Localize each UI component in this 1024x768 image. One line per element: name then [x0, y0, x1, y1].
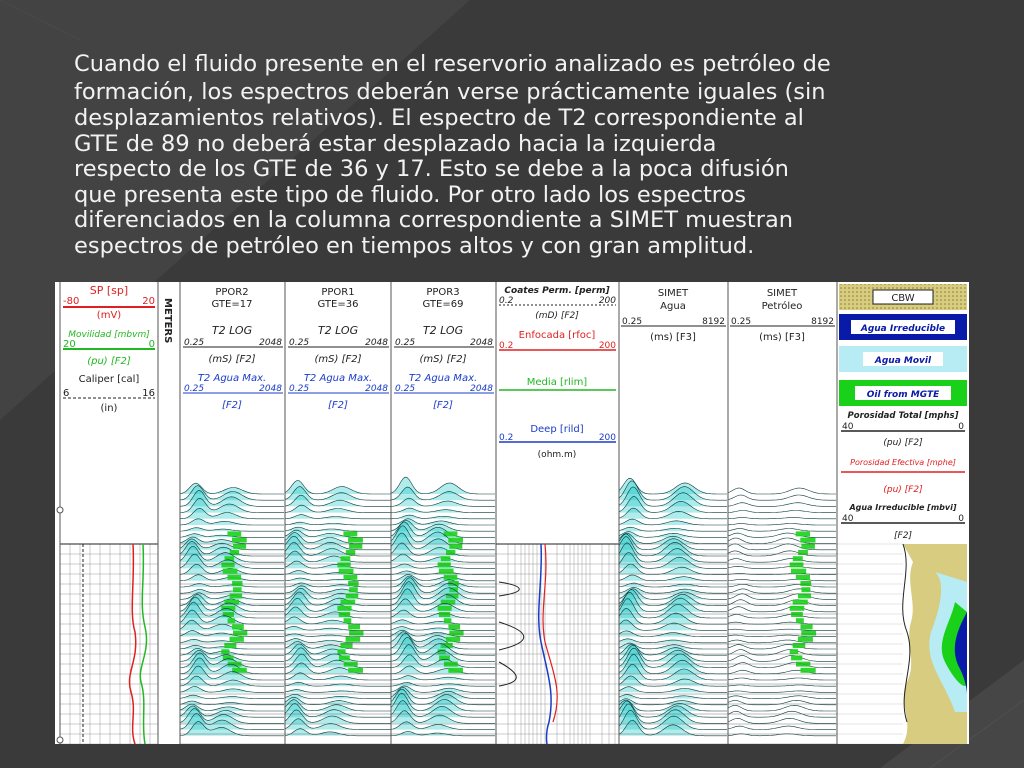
simet-min: 0.25 [731, 317, 752, 327]
caliper-min: 6 [63, 388, 70, 399]
airr-max: 0 [958, 514, 964, 524]
oil-label: Oil from MGTE [866, 390, 940, 400]
ppor-agua-max: 2048 [365, 384, 388, 394]
caliper-unit: (in) [100, 403, 118, 414]
simet-fluid: Petróleo [761, 301, 803, 312]
simet-header-petroleo [730, 288, 835, 343]
agua-movil-label: Agua Movil [874, 356, 932, 366]
track-borders [60, 282, 837, 744]
ppor-agua-max: 2048 [470, 384, 493, 394]
ptotal-min: 40 [842, 422, 854, 432]
mov-unit: (pu) [F2] [87, 356, 131, 367]
ppor-header-3 [394, 287, 494, 411]
paragraph-main [74, 78, 974, 259]
ptotal-label: Porosidad Total [mphs] [847, 411, 959, 421]
ppor-max: 2048 [470, 338, 493, 348]
sp-min: -80 [63, 296, 80, 307]
rild-max: 200 [598, 433, 616, 443]
resistivity-header [499, 286, 616, 460]
simet-unit: (ms) [F3] [759, 332, 805, 343]
ppor-min: 0.25 [184, 338, 205, 348]
rfoc-min: 0.2 [499, 341, 514, 351]
ppor-name: PPOR2 [215, 287, 249, 298]
paragraph-line-7: diferenciados en la columna correspondiente a SIMET muestran [74, 207, 794, 233]
perm-label: Coates Perm. [perm] [504, 286, 610, 296]
paragraph-line-1: Cuando el fluido presente en el reservorio analizado es petróleo de [74, 51, 831, 77]
ppor-headers [183, 287, 494, 411]
caliper-label: Caliper [cal] [78, 374, 140, 385]
ppor-gte: GTE=36 [317, 299, 359, 310]
ppor-gte: GTE=69 [422, 299, 464, 310]
caliper-max: 16 [142, 388, 155, 399]
paragraph-line-6: que presenta este tipo de fluido. Por otro lado los espectros [74, 181, 747, 208]
ppor-unit: (mS) [F2] [208, 354, 256, 365]
rild-unit: (ohm.m) [537, 450, 577, 460]
airr-min: 40 [842, 514, 854, 524]
simet-unit: (ms) [F3] [650, 332, 696, 343]
ppor-header-1 [183, 287, 283, 411]
slide-body-text [74, 50, 974, 259]
perm-min: 0.2 [499, 296, 514, 306]
perm-unit: (mD) [F2] [535, 311, 579, 321]
cbw-label: CBW [891, 293, 915, 304]
ppor-header-2 [288, 287, 389, 411]
well-log-figure [55, 282, 969, 744]
ppor-max: 2048 [259, 338, 282, 348]
mov-min: 20 [63, 339, 76, 350]
pefec-unit: (pu) [F2] [883, 485, 923, 495]
rfoc-label: Enfocada [rfoc] [518, 330, 596, 341]
simet-max: 8192 [702, 317, 725, 327]
sp-max: 20 [142, 296, 155, 307]
ppor-t2agua: T2 Agua Max. [408, 373, 478, 384]
simet-min: 0.25 [622, 317, 643, 327]
paragraph-line-4: GTE de 89 no deberá estar desplazado hacia la izquierda [74, 130, 717, 157]
airr-label: Agua Irreducible [mbvi] [849, 503, 957, 512]
ptotal-unit: (pu) [F2] [883, 438, 923, 448]
sp-unit: (mV) [96, 310, 122, 321]
perm-max: 200 [598, 296, 616, 306]
mov-label: Movilidad [mbvm] [68, 330, 150, 340]
track1-header [63, 284, 155, 414]
mov-max: 0 [148, 339, 155, 350]
paragraph-line-2: formación, los espectros deberán verse prácticamente iguales (sin [74, 79, 826, 105]
ptotal-max: 0 [958, 422, 964, 432]
simet-max: 8192 [811, 317, 834, 327]
ppor-min: 0.25 [289, 338, 310, 348]
ppor-t2agua: T2 Agua Max. [197, 373, 267, 384]
airr-unit: [F2] [894, 531, 912, 541]
rild-label: Deep [rild] [530, 424, 584, 435]
ppor-t2log: T2 LOG [422, 324, 464, 337]
ppor-gte: GTE=17 [211, 299, 253, 310]
rild-min: 0.2 [499, 433, 514, 443]
ppor-agua-min: 0.25 [184, 384, 205, 394]
ppor-min: 0.25 [395, 338, 416, 348]
ppor-t2log: T2 LOG [317, 324, 359, 337]
ppor-max: 2048 [365, 338, 388, 348]
ppor-unit: (mS) [F2] [314, 354, 362, 365]
well-log-image [55, 282, 969, 744]
ppor-name: PPOR1 [321, 287, 355, 298]
ppor-f2: [F2] [328, 400, 348, 411]
pefec-label: Porosidad Efectiva [mphe] [850, 458, 956, 467]
ppor-f2: [F2] [433, 400, 453, 411]
ppor-agua-min: 0.25 [289, 384, 310, 394]
porosity-legend [839, 284, 967, 744]
ppor-unit: (mS) [F2] [419, 354, 467, 365]
simet-header-agua [621, 288, 726, 343]
ppor-f2: [F2] [222, 400, 242, 411]
simet-name: SIMET [657, 288, 689, 299]
ppor-t2agua: T2 Agua Max. [303, 373, 373, 384]
rlim-label: Media [rlim] [526, 377, 588, 388]
simet-name: SIMET [766, 288, 798, 299]
ppor-agua-max: 2048 [259, 384, 282, 394]
paragraph-line-3: desplazamientos relativos). El espectro de T2 correspondiente al [74, 105, 804, 131]
paragraph-line-8: espectros de petróleo en tiempos altos y con gran amplitud. [74, 232, 755, 259]
ppor-t2log: T2 LOG [211, 324, 253, 337]
sp-label: SP [sp] [89, 284, 129, 297]
rfoc-max: 200 [598, 341, 616, 351]
simet-fluid: Agua [660, 301, 686, 312]
depth-label: METERS [162, 298, 173, 344]
ppor-name: PPOR3 [426, 287, 460, 298]
ppor-agua-min: 0.25 [395, 384, 416, 394]
agua-irreducible-label: Agua Irreducible [860, 324, 946, 334]
paragraph-line-5: respecto de los GTE de 36 y 17. Esto se debe a la poca difusión [74, 156, 789, 182]
